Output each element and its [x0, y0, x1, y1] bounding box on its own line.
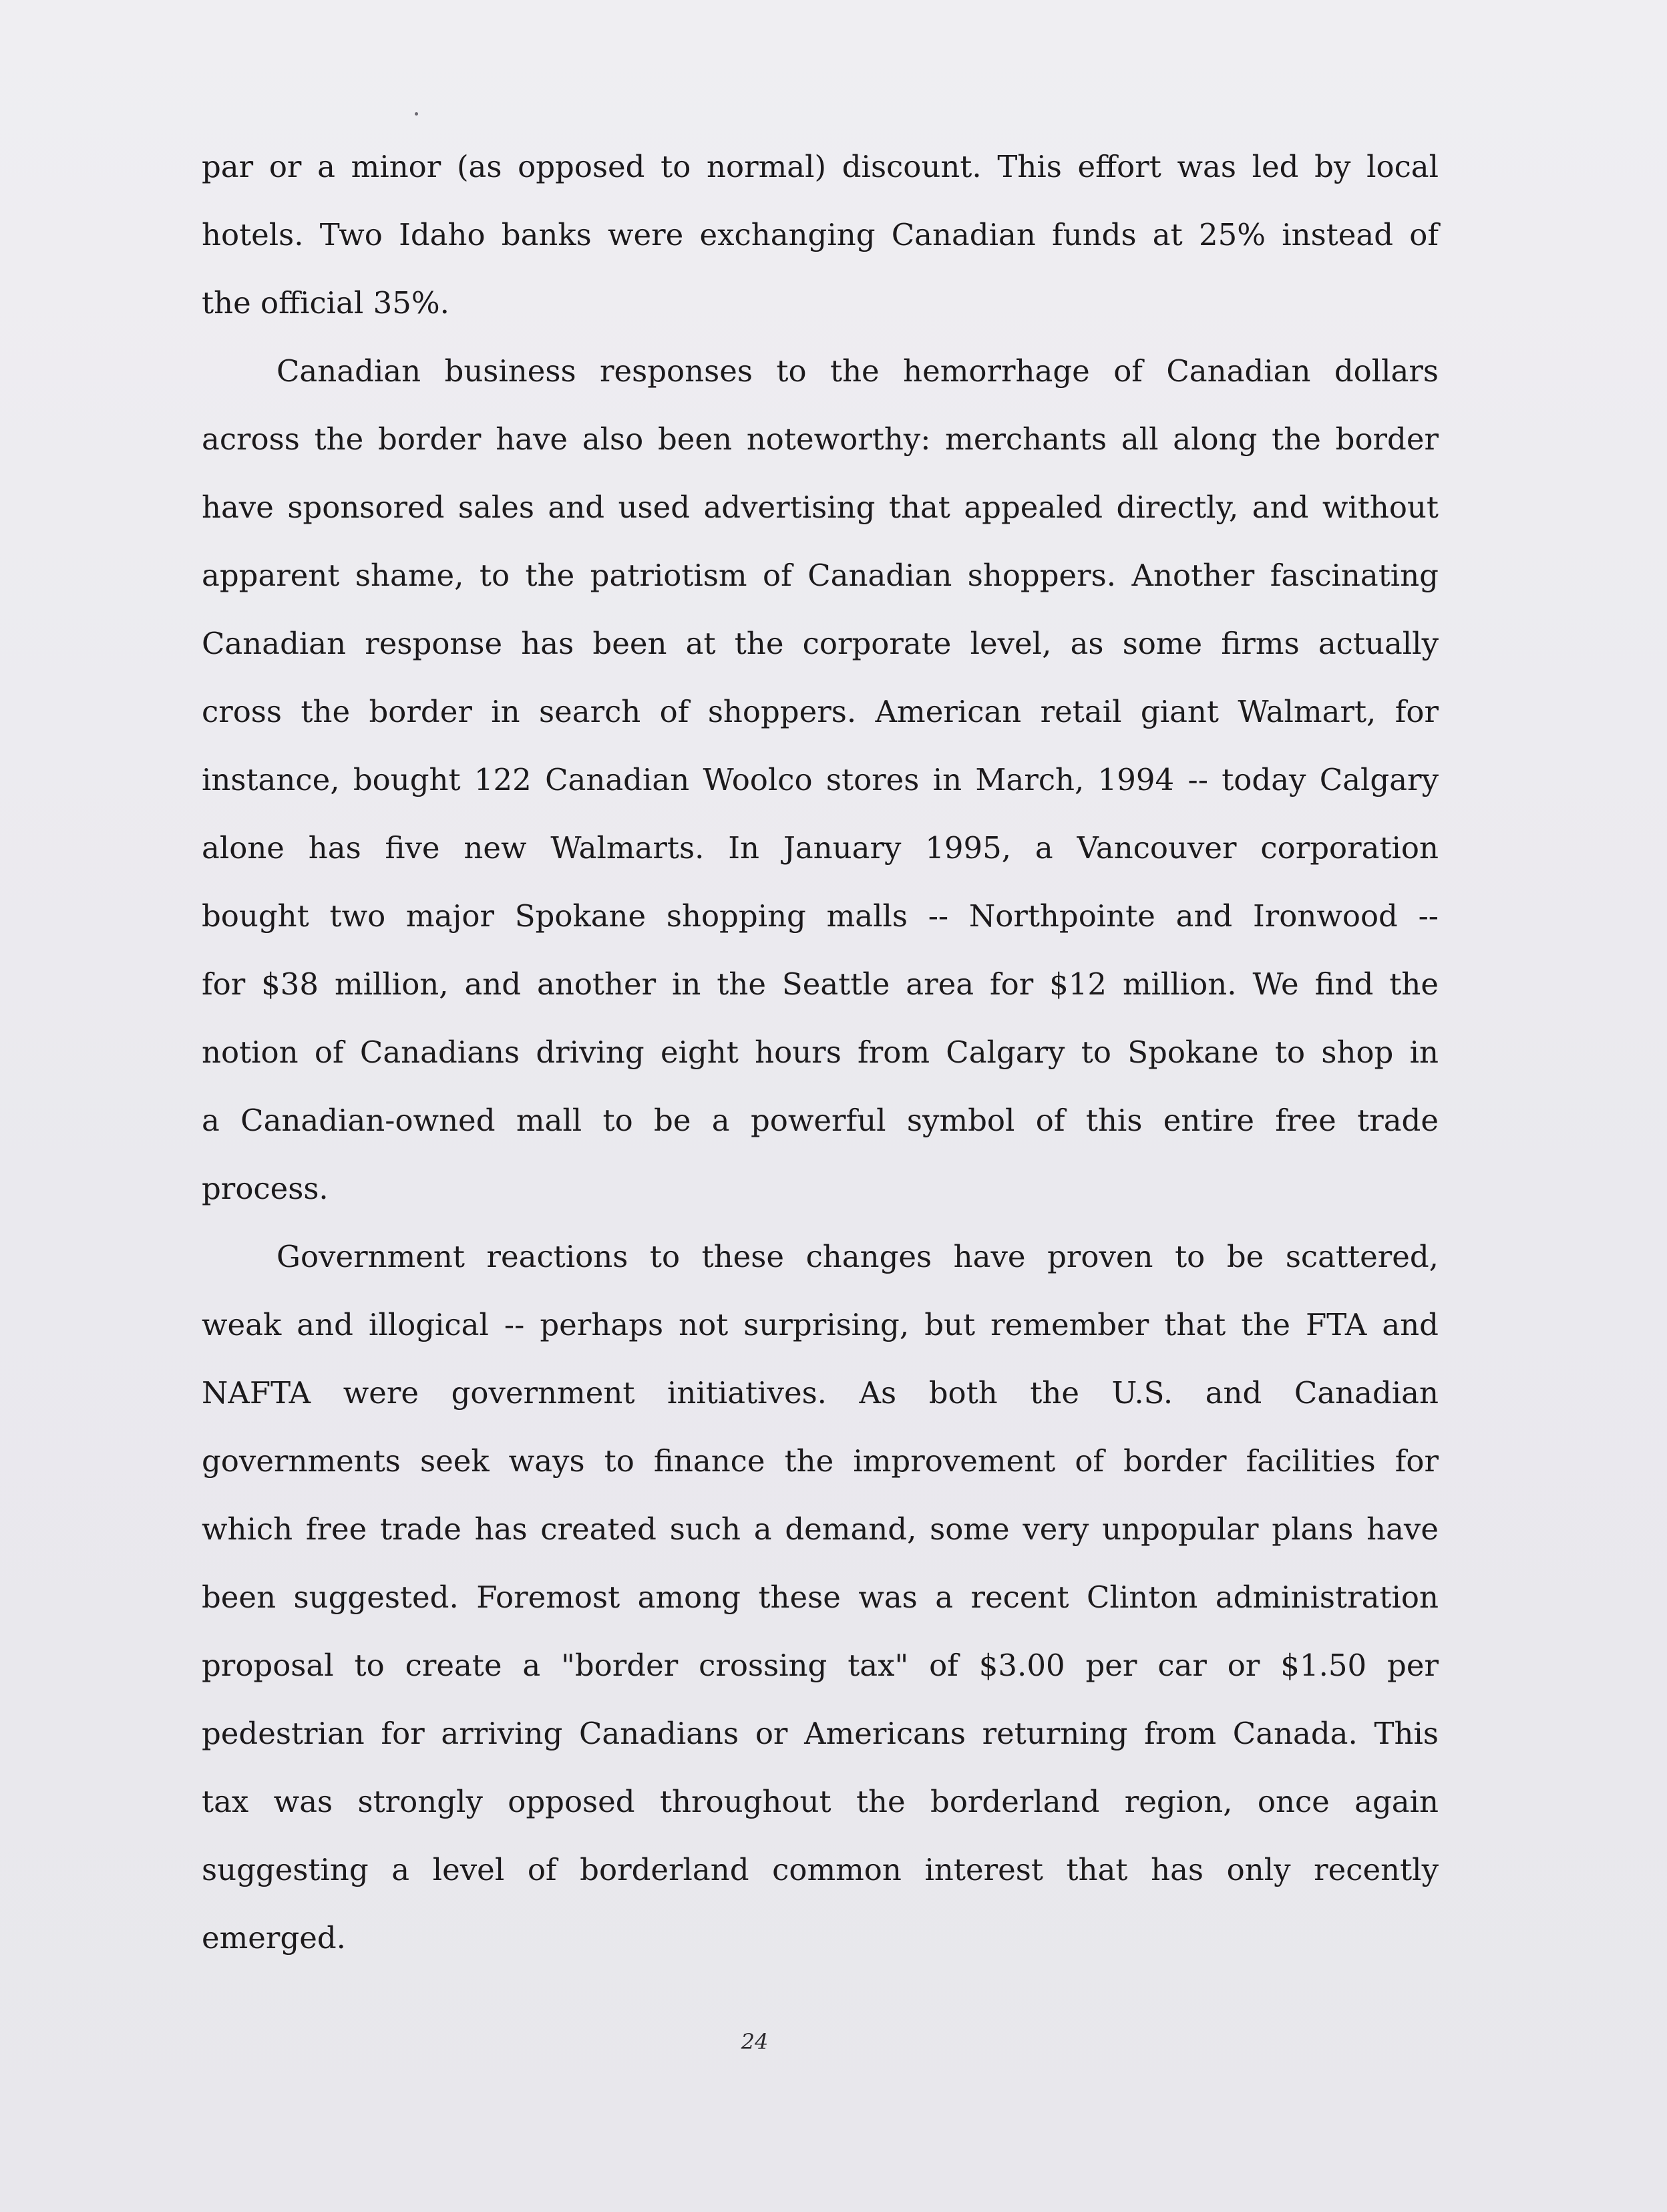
- paragraph-1: [202, 140, 1439, 345]
- text-line: apparent shame, to the patriotism of Canadian shoppers. Another fascinating: [202, 558, 1439, 593]
- text-line: bought two major Spokane shopping malls -- Northpointe and Ironwood --: [202, 898, 1439, 934]
- text-line: Canadian response has been at the corporate level, as some firms actually: [202, 626, 1439, 661]
- text-line: hotels. Two Idaho banks were exchanging Canadian funds at 25% instead of: [202, 217, 1439, 252]
- text-line: NAFTA were government initiatives. As both the U.S. and Canadian: [202, 1375, 1439, 1411]
- text-line: tax was strongly opposed throughout the borderland region, once again: [202, 1784, 1439, 1819]
- text-line: instance, bought 122 Canadian Woolco stores in March, 1994 -- today Calgary: [202, 762, 1439, 797]
- text-line: cross the border in search of shoppers. American retail giant Walmart, for: [202, 694, 1439, 729]
- text-line: have sponsored sales and used advertising that appealed directly, and without: [202, 490, 1439, 525]
- text-line: process.: [202, 1171, 329, 1206]
- text-line: which free trade has created such a demand, some very unpopular plans have: [202, 1511, 1439, 1547]
- scan-speck: [415, 112, 418, 116]
- text-line: Canadian business responses to the hemorrhage of Canadian dollars: [276, 353, 1439, 389]
- text-line: proposal to create a "border crossing tax" of $3.00 per car or $1.50 per: [202, 1648, 1439, 1683]
- text-line: par or a minor (as opposed to normal) discount. This effort was led by local: [202, 149, 1439, 184]
- text-line: been suggested. Foremost among these was a recent Clinton administration: [202, 1580, 1439, 1615]
- text-line: governments seek ways to finance the improvement of border facilities for: [202, 1443, 1439, 1479]
- text-line: weak and illogical -- perhaps not surprising, but remember that the FTA and: [202, 1307, 1439, 1342]
- text-line: a Canadian-owned mall to be a powerful symbol of this entire free trade: [202, 1103, 1439, 1138]
- text-line: alone has five new Walmarts. In January 1995, a Vancouver corporation: [202, 830, 1439, 866]
- text-line: suggesting a level of borderland common interest that has only recently: [202, 1852, 1439, 1887]
- paragraph-3: [202, 1230, 1439, 1980]
- text-line: the official 35%.: [202, 285, 449, 321]
- text-line: Government reactions to these changes have proven to be scattered,: [276, 1239, 1439, 1274]
- text-line: across the border have also been noteworthy: merchants all along the border: [202, 421, 1439, 457]
- body-text: [202, 140, 1439, 1980]
- text-line: emerged.: [202, 1920, 346, 1956]
- page-number: 24: [741, 2029, 769, 2054]
- paragraph-2: [202, 345, 1439, 1230]
- text-line: notion of Canadians driving eight hours from Calgary to Spokane to shop in: [202, 1035, 1439, 1070]
- text-line: for $38 million, and another in the Seattle area for $12 million. We find the: [202, 966, 1439, 1002]
- text-line: pedestrian for arriving Canadians or Americans returning from Canada. This: [202, 1716, 1439, 1751]
